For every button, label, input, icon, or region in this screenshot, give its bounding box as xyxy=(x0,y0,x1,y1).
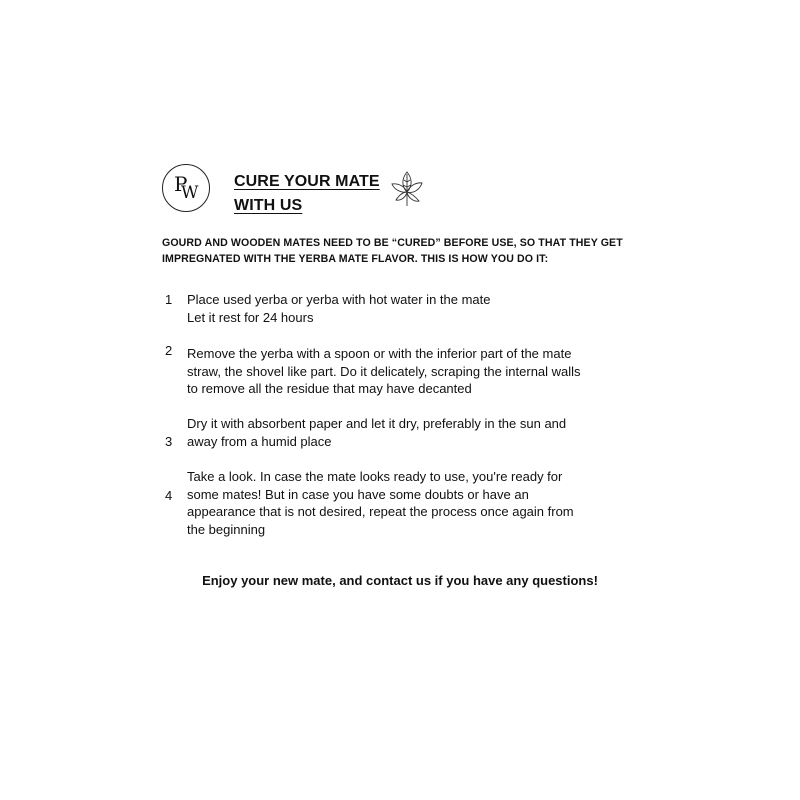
step-number-2: 2 xyxy=(165,343,173,358)
step-4-line-2: some mates! But in case you have some doubts or have an xyxy=(187,486,529,502)
step-3 xyxy=(187,415,647,450)
step-number-4: 4 xyxy=(165,488,173,503)
step-3-line-2: away from a humid place xyxy=(187,433,332,449)
step-number-3: 3 xyxy=(165,434,173,449)
step-1 xyxy=(187,291,647,326)
step-4-line-4: the beginning xyxy=(187,521,266,537)
step-4 xyxy=(187,468,647,538)
logo-letter-w: W xyxy=(181,183,199,203)
closing-text: Enjoy your new mate, and contact us if you have any questions! xyxy=(202,573,598,588)
step-3-line-1: Dry it with absorbent paper and let it dry, preferably in the sun and xyxy=(187,416,567,431)
intro-line-1: GOURD AND WOODEN MATES NEED TO BE “CURED” BEFORE USE, SO THAT THEY GET xyxy=(162,237,623,249)
step-2-line-3: to remove all the residue that may have decanted xyxy=(187,381,472,396)
pw-logo xyxy=(162,164,210,212)
page-title xyxy=(234,170,380,218)
step-2-line-1: Remove the yerba with a spoon or with the inferior part of the mate xyxy=(187,346,572,361)
step-4-line-1: Take a look. In case the mate looks ready to use, you're ready for xyxy=(187,469,563,484)
logo-letter-p: P xyxy=(174,172,188,196)
step-4-line-3: appearance that is not desired, repeat the process once again from xyxy=(187,504,574,519)
closing-message xyxy=(0,573,800,588)
step-2-line-2: straw, the shovel like part. Do it delicately, scraping the internal walls xyxy=(187,363,581,379)
step-number-1: 1 xyxy=(165,292,173,307)
step-2 xyxy=(187,345,647,398)
title-line-1: CURE YOUR MATE xyxy=(234,173,380,190)
step-1-line-2: Let it rest for 24 hours xyxy=(187,309,314,325)
title-line-2: WITH US xyxy=(234,197,303,214)
yerba-leaf-icon xyxy=(388,168,426,208)
logo-monogram xyxy=(163,165,209,211)
intro-line-2: IMPREGNATED WITH THE YERBA MATE FLAVOR. THIS IS HOW YOU DO IT: xyxy=(162,253,549,265)
intro-text xyxy=(162,235,652,267)
step-1-line-1: Place used yerba or yerba with hot water in the mate xyxy=(187,292,491,307)
